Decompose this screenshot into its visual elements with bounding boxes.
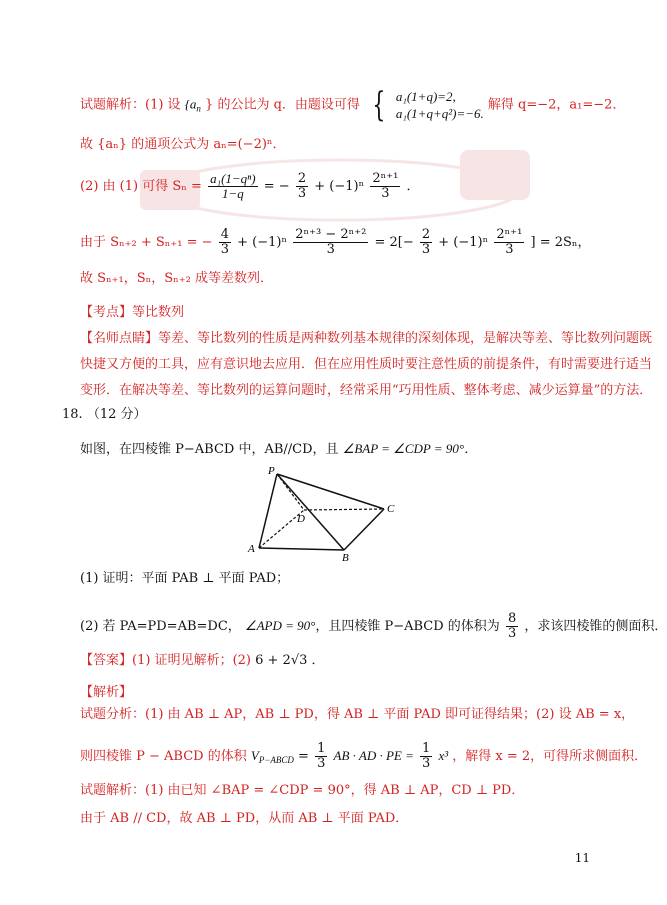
sol-line-1-end: 解得 q=−2，a₁=−2． bbox=[487, 97, 626, 113]
analysis-text-1: 试题分析：(1) 由 AB ⊥ AP，AB ⊥ PD，得 AB ⊥ 平面 PAD 即可证得结果；(2) 设 AB = x， bbox=[80, 707, 635, 722]
dianjing-1 bbox=[80, 330, 652, 348]
dianjing-text-1: 等差、等比数列的性质是两种数列基本规律的深刻体现，是解决等差、等比数列问题既 bbox=[158, 331, 653, 346]
dianjing-text-3: 变形．在解决等差、等比数列的运算问题时，经常采用“巧用性质、整体考虑、减少运算量”的方法． bbox=[80, 383, 653, 398]
q18-part2-b: ∠APD = 90° bbox=[244, 618, 316, 633]
system-eq-2: a₁(1+q+q²)=−6. bbox=[395, 106, 484, 121]
answer-text: (1) 证明见解析；(2) bbox=[132, 653, 251, 668]
sol-line-3-lead: (2) 由 (1) 可得 Sₙ = bbox=[80, 179, 202, 194]
q18-part2-a: (2) 若 PA=PD=AB=DC， bbox=[80, 619, 241, 634]
frac-one-third-a: $\frac{1}{3}$ bbox=[317, 741, 326, 771]
system-brace: { bbox=[372, 85, 386, 125]
volume-subscript: P−ABCD bbox=[258, 755, 294, 765]
analysis-text-2-end: ，解得 x = 2，可得所求侧面积． bbox=[452, 749, 648, 764]
analysis-line-1 bbox=[80, 706, 634, 724]
frac-pow-b: $\frac{\text{2ⁿ⁺¹}}{3}$ bbox=[496, 227, 523, 257]
analysis-line-2 bbox=[80, 742, 647, 771]
q18-part2-c: ，且四棱锥 P−ABCD 的体积为 bbox=[315, 619, 500, 634]
sol-line-4 bbox=[80, 228, 591, 257]
sol-line-4-lead: 由于 Sₙ₊₂ + Sₙ₊₁ = − bbox=[80, 235, 213, 250]
label-A: A bbox=[248, 543, 255, 555]
q18-score: （12 分） bbox=[86, 407, 147, 422]
volume-symbol: V bbox=[250, 748, 259, 763]
frac-one-third-b: $\frac{1}{3}$ bbox=[422, 741, 431, 771]
volume-eq: = bbox=[298, 749, 309, 764]
sol-line-2-body: {aₙ} 的通项公式为 aₙ=(−2)ⁿ． bbox=[97, 137, 286, 152]
sol-line-4-mid2: = 2[− bbox=[374, 235, 414, 250]
dianjing-text-2: 快捷又方便的工具，应有意识地去应用．但在应用性质时要注意性质的前提条件，有时需要进行适当 bbox=[80, 357, 653, 372]
frac-volume: $\frac{8}{3}$ bbox=[507, 611, 517, 641]
label-B: B bbox=[342, 552, 349, 564]
edge-DC bbox=[304, 509, 384, 510]
frac-sum-formula: $\frac{\text{a₁(1−qⁿ)}}{1-q}$ bbox=[210, 171, 256, 201]
jiexi-tag: 【解析】 bbox=[80, 685, 133, 700]
analysis-line-3 bbox=[80, 782, 524, 800]
jiexi-tag-line bbox=[80, 684, 132, 702]
edge-PD bbox=[277, 474, 304, 510]
answer-line bbox=[80, 652, 325, 670]
label-P: P bbox=[268, 465, 275, 477]
label-D: D bbox=[297, 513, 305, 525]
answer-value: 6 + 2√3 ． bbox=[255, 653, 325, 668]
edge-AB bbox=[259, 548, 344, 550]
q18-part2 bbox=[80, 612, 667, 641]
sol-line-3 bbox=[80, 172, 419, 201]
frac-pow: $\frac{\text{2ⁿ⁺¹}}{3}$ bbox=[372, 171, 399, 201]
analysis-text-2a: 则四棱锥 P − ABCD 的体积 bbox=[80, 749, 247, 764]
frac-two-thirds-b: $\frac{2}{3}$ bbox=[421, 227, 431, 257]
q18-part1-text: (1) 证明：平面 PAB ⊥ 平面 PAD； bbox=[80, 571, 290, 586]
seq-symbol: {a bbox=[184, 96, 197, 112]
pyramid-figure bbox=[244, 462, 404, 562]
sol-line-2 bbox=[80, 136, 286, 154]
kaodian-tag: 【考点】 bbox=[80, 305, 133, 320]
sol-line-5 bbox=[80, 270, 273, 288]
analysis-text-4: 由于 AB // CD，故 AB ⊥ PD，从而 AB ⊥ 平面 PAD． bbox=[80, 811, 409, 826]
system-eq-1: a₁(1+q)=2, bbox=[395, 89, 456, 104]
dianjing-3 bbox=[80, 382, 652, 400]
page-number: 11 bbox=[574, 851, 590, 865]
sol-line-4-mid1: + (−1)ⁿ bbox=[237, 235, 288, 250]
sol-line-1: 试题解析：(1) 设 {$a_n$ } 的公比为 q．由题设可得 { a₁(1+q)=2, a₁(1+q+q²)=−6. 解得 q=−2，a₁=−2． bbox=[80, 85, 626, 125]
frac-four-thirds: $\frac{4}{3}$ bbox=[220, 227, 229, 257]
analysis-line-4 bbox=[80, 810, 408, 828]
q18-stem bbox=[80, 440, 477, 459]
sol-line-5-text: 故 Sₙ₊₁，Sₙ，Sₙ₊₂ 成等差数列． bbox=[80, 271, 274, 286]
volume-mid: AB · AD · PE = bbox=[333, 748, 414, 763]
sol-line-3-mid2: + (−1)ⁿ bbox=[314, 179, 365, 194]
q18-stem-a: 如图，在四棱锥 P−ABCD 中，AB//CD，且 bbox=[80, 442, 339, 457]
frac-pow-diff: $\frac{\text{2ⁿ⁺³ − 2ⁿ⁺²}}{3}$ bbox=[295, 227, 367, 257]
q18-number: 18. bbox=[62, 407, 83, 422]
dianjing-tag: 【名师点睛】 bbox=[80, 331, 159, 346]
sol-line-4-end: ] = 2Sₙ， bbox=[530, 235, 591, 250]
q18-stem-b: ∠BAP = ∠CDP = 90°． bbox=[342, 441, 478, 456]
analysis-text-3: 试题解析：(1) 由已知 ∠BAP = ∠CDP = 90°，得 AB ⊥ AP，CD ⊥ PD． bbox=[80, 783, 525, 798]
sol-line-2-lead: 故 bbox=[80, 137, 94, 152]
equation-system bbox=[396, 88, 484, 122]
label-C: C bbox=[387, 503, 395, 515]
answer-tag: 【答案】 bbox=[80, 653, 133, 668]
edge-BC bbox=[344, 509, 384, 550]
edge-PA bbox=[259, 474, 277, 548]
dianjing-2 bbox=[80, 356, 652, 374]
sol-line-1-mid: } 的公比为 q．由题设可得 bbox=[205, 97, 360, 113]
q18-part2-d: ，求该四棱锥的侧面积． bbox=[524, 619, 667, 634]
volume-x-cubed: x³ bbox=[438, 748, 449, 763]
kaodian bbox=[80, 304, 184, 322]
frac-two-thirds: $\frac{2}{3}$ bbox=[297, 171, 307, 201]
sol-line-1-lead: 试题解析：(1) 设 bbox=[80, 97, 181, 113]
q18-header bbox=[62, 406, 147, 424]
kaodian-text: 等比数列 bbox=[132, 305, 185, 320]
sol-line-4-mid3: + (−1)ⁿ bbox=[438, 235, 489, 250]
sol-line-3-end: ． bbox=[406, 179, 420, 194]
sol-line-3-mid1: = − bbox=[263, 179, 290, 194]
q18-part1 bbox=[80, 570, 289, 588]
